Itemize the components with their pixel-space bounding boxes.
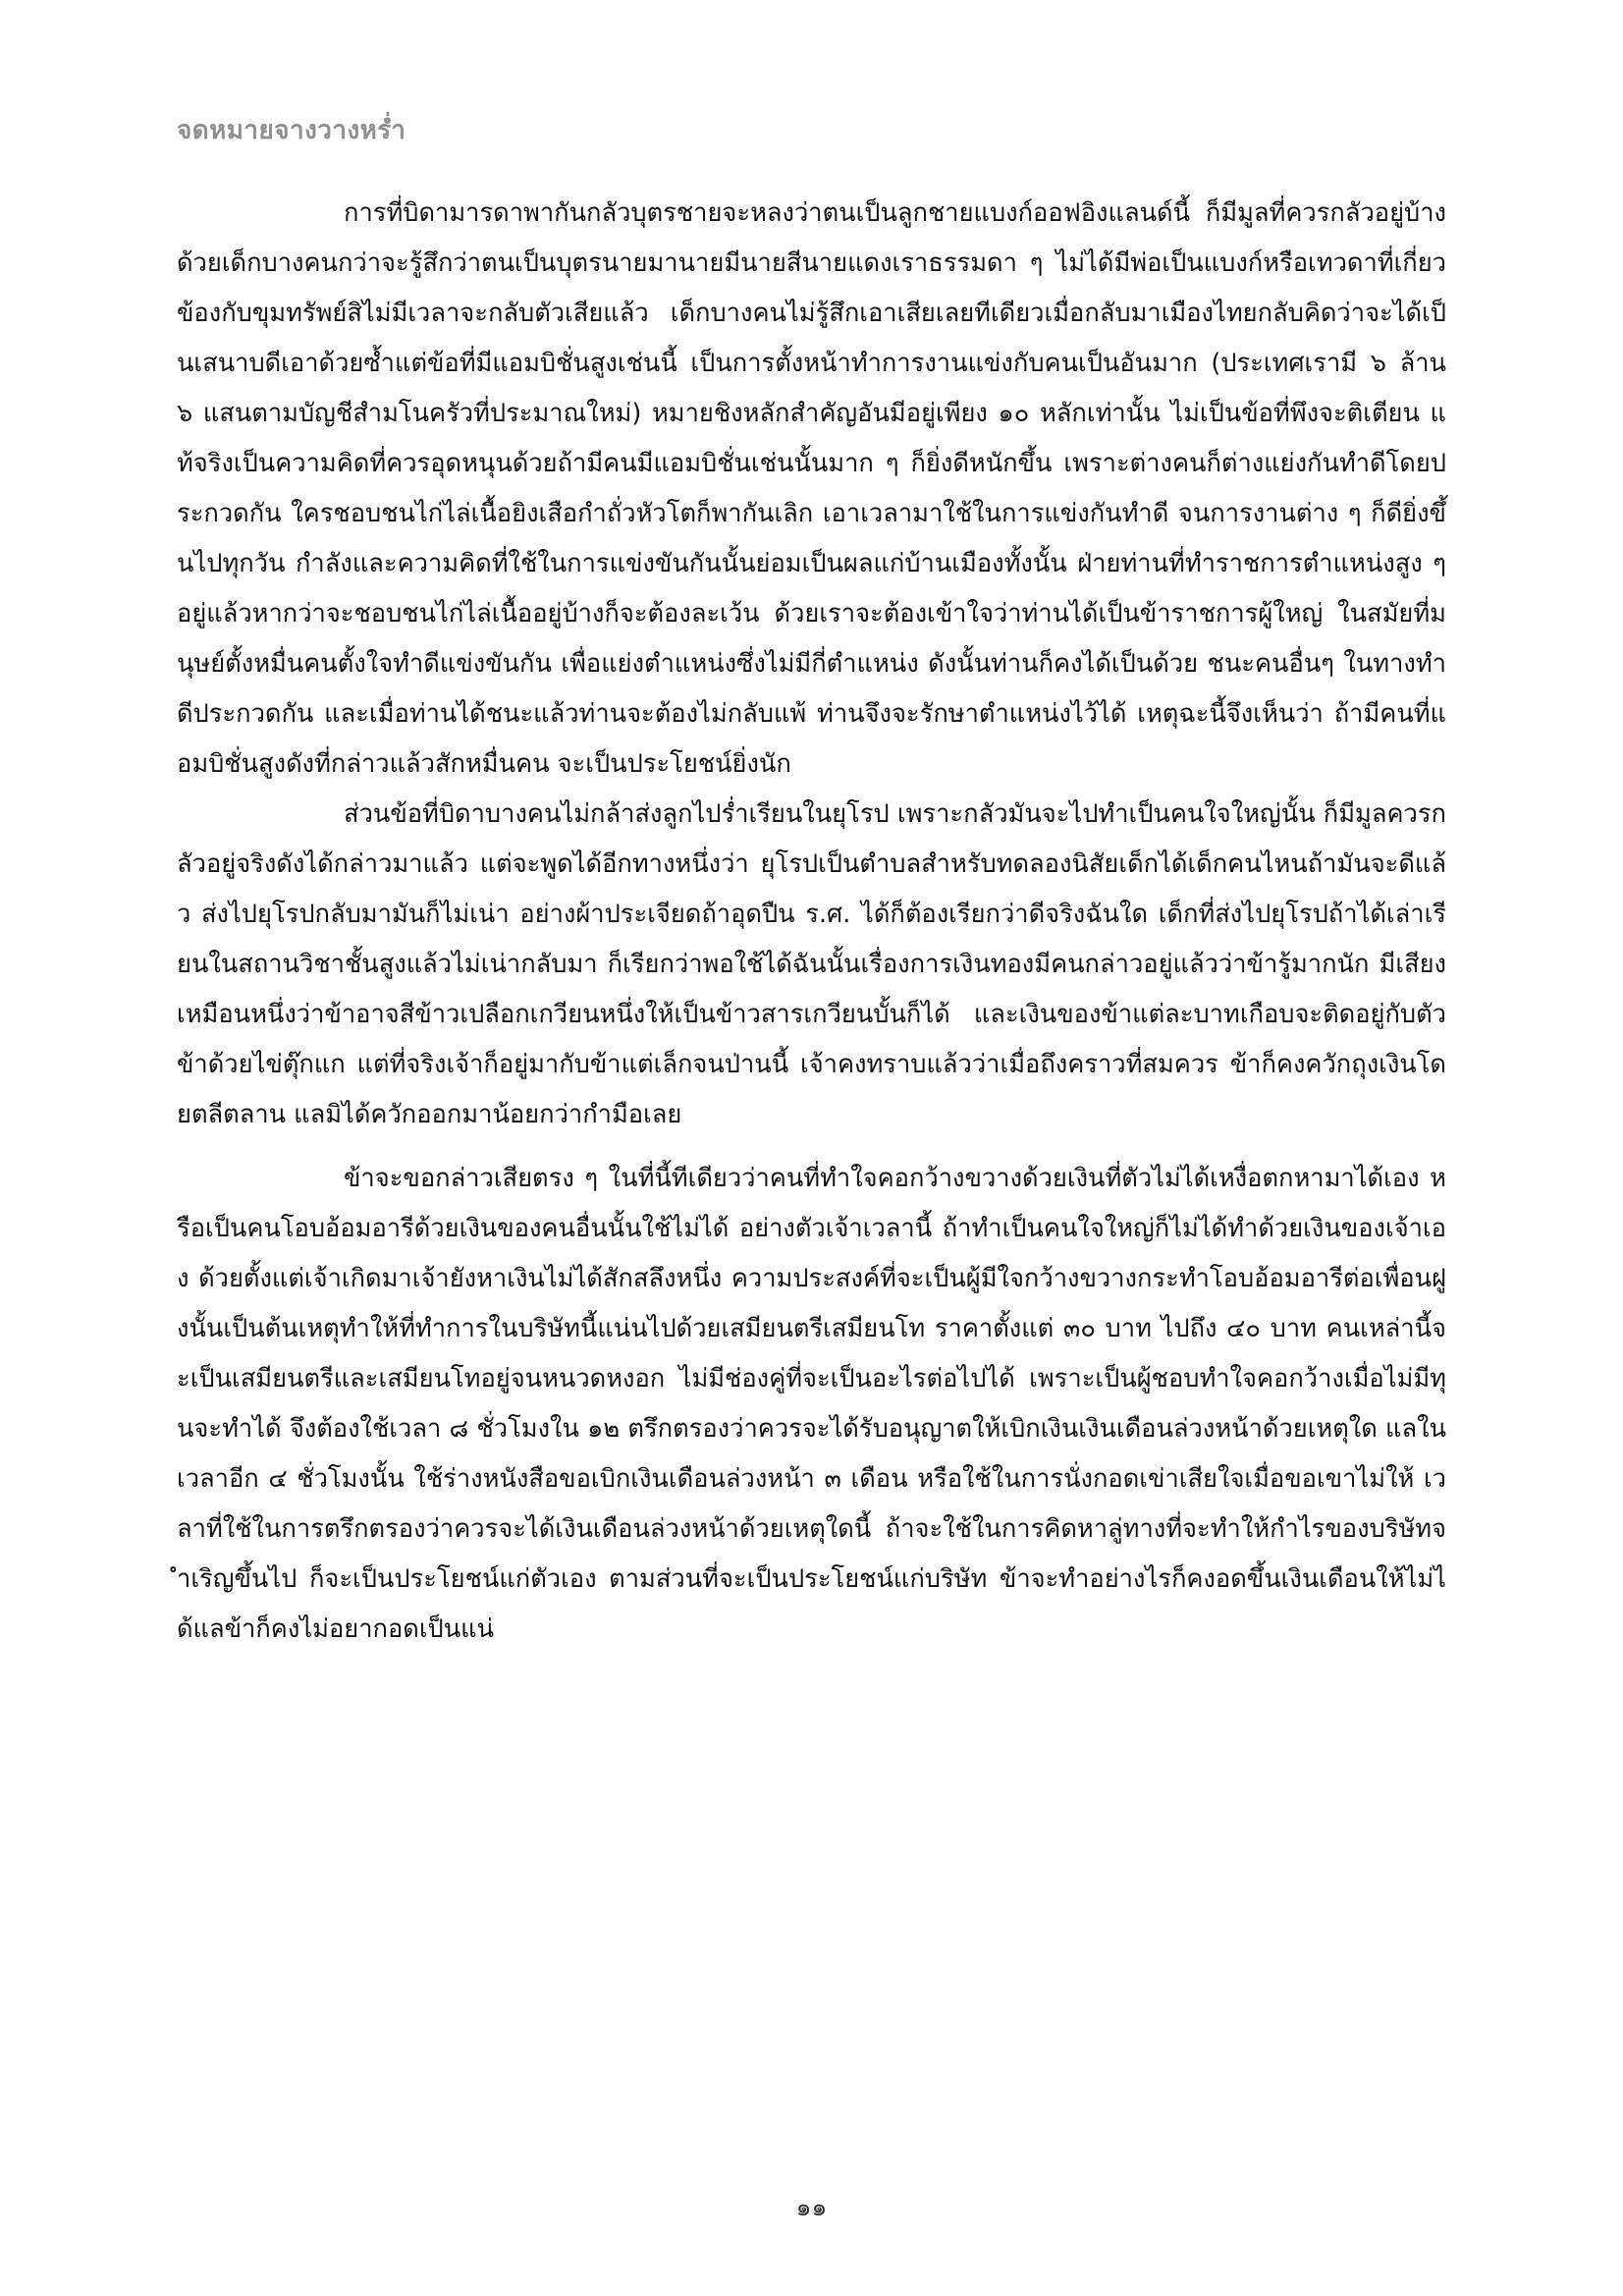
- paragraph-1: การที่บิดามารดาพากันกลัวบุตรชายจะหลงว่าตนเป็นลูกชายแบงก์ออฟอิงแลนด์นี้ ก็มีมูลที่ควรกลัวอยู่บ้าง ด้วยเด็กบางคนกว่าจะรู้สึกว่าตนเป็นบุตรนายมานายมีนายสีนายแดงเราธรรมดา ๆ ไม่ได้มีพ่อเป็นแบงก์หรือเทวดาที่เกี่ยวข้องกับขุมทรัพย์สิไม่มีเวลาจะกลับตัวเสียแล้ว เด็กบางคนไม่รู้สึกเอาเสียเลยทีเดียวเมื่อกลับมาเมืองไทยกลับคิดว่าจะได้เป็นเสนาบดีเอาด้วยซ้ำแต่ข้อที่มีแอมบิชั่นสูงเช่นนี้ เป็นการตั้งหน้าทำการงานแข่งกับคนเป็นอันมาก (ประเทศเรามี ๖ ล้าน ๖ แสนตามบัญชีสำมโนครัวที่ประมาณใหม่) หมายชิงหลักสำคัญอันมีอยู่เพียง ๑๐ หลักเท่านั้น ไม่เป็นข้อที่พึงจะติเตียน แท้จริงเป็นความคิดที่ควรอุดหนุนด้วยถ้ามีคนมีแอมบิชั่นเช่นนั้นมาก ๆ ก็ยิ่งดีหนักขึ้น เพราะต่างคนก็ต่างแย่งกันทำดีโดยประกวดกัน ใครชอบชนไก่ไล่เนื้อยิงเสือกำถั่วหัวโตก็พากันเลิก เอาเวลามาใช้ในการแข่งกันทำดี จนการงานต่าง ๆ ก็ดียิ่งขึ้นไปทุกวัน กำลังและความคิดที่ใช้ในการแข่งขันกันนั้นย่อมเป็นผลแก่บ้านเมืองทั้งนั้น ฝ่ายท่านที่ทำราชการตำแหน่งสูง ๆ อยู่แล้วหากว่าจะชอบชนไก่ไล่เนื้ออยู่บ้างก็จะต้องละเว้น ด้วยเราจะต้องเข้าใจว่าท่านได้เป็นข้าราชการผู้ใหญ่ ในสมัยที่มนุษย์ตั้งหมื่นคนตั้งใจทำดีแข่งขันกัน เพื่อแย่งตำแหน่งซึ่งไม่มีกี่ตำแหน่ง ดังนั้นท่านก็คงได้เป็นด้วย ชนะคนอื่นๆ ในทางทำดีประกวดกัน และเมื่อท่านได้ชนะแล้วท่านจะต้องไม่กลับแพ้ ท่านจึงจะรักษาตำแหน่งไว้ได้ เหตุฉะนี้จึงเห็นว่า ถ้ามีคนที่แอมบิชั่นสูงดังที่กล่าวแล้วสักหมื่นคน จะเป็นประโยชน์ยิ่งนัก: [177, 198, 1446, 779]
- running-header-title: จดหมายจางวางหร่ำ: [177, 116, 406, 145]
- page-number: ๑๑: [795, 2193, 828, 2221]
- paragraph-3: ข้าจะขอกล่าวเสียตรง ๆ ในที่นี้ทีเดียวว่าคนที่ทำใจคอกว้างขวางด้วยเงินที่ตัวไม่ได้เหงื่อตกหามาได้เอง หรือเป็นคนโอบอ้อมอารีด้วยเงินของคนอื่นนั้นใช้ไม่ได้ อย่างตัวเจ้าเวลานี้ ถ้าทำเป็นคนใจใหญ่ก็ไม่ได้ทำด้วยเงินของเจ้าเอง ด้วยตั้งแต่เจ้าเกิดมาเจ้ายังหาเงินไม่ได้สักสลึงหนึ่ง ความประสงค์ที่จะเป็นผู้มีใจกว้างขวางกระทำโอบอ้อมอารีต่อเพื่อนฝูงนั้นเป็นต้นเหตุทำให้ที่ทำการในบริษัทนี้แน่นไปด้วยเสมียนตรีเสมียนโท ราคาตั้งแต่ ๓๐ บาท ไปถึง ๔๐ บาท คนเหล่านี้จะเป็นเสมียนตรีและเสมียนโทอยู่จนหนวดหงอก ไม่มีช่องคู่ที่จะเป็นอะไรต่อไปได้ เพราะเป็นผู้ชอบทำใจคอกว้างเมื่อไม่มีทุนจะทำได้ จึงต้องใช้เวลา ๘ ชั่วโมงใน ๑๒ ตรึกตรองว่าควรจะได้รับอนุญาตให้เบิกเงินเงินเดือนล่วงหน้าด้วยเหตุใด แลในเวลาอีก ๔ ชั่วโมงนั้น ใช้ร่างหนังสือขอเบิกเงินเดือนล่วงหน้า ๓ เดือน หรือใช้ในการนั่งกอดเข่าเสียใจเมื่อขอเขาไม่ให้ เวลาที่ใช้ในการตรึกตรองว่าควรจะได้เงินเดือนล่วงหน้าด้วยเหตุใดนี้ ถ้าจะใช้ในการคิดหาลู่ทางที่จะทำให้กำไรของบริษัทจำเริญขึ้นไป ก็จะเป็นประโยชน์แก่ตัวเอง ตามส่วนที่จะเป็นประโยชน์แก่บริษัท ข้าจะทำอย่างไรก็คงอดขึ้นเงินเดือนให้ไม่ได้แลข้าก็คงไม่อยากอดเป็นแน่: [177, 1164, 1446, 1644]
- paragraph-2: ส่วนข้อที่บิดาบางคนไม่กล้าส่งลูกไปร่ำเรียนในยุโรป เพราะกลัวมันจะไปทำเป็นคนใจใหญ่นั้น ก็มีมูลควรกลัวอยู่จริงดังได้กล่าวมาแล้ว แต่จะพูดได้อีกทางหนึ่งว่า ยุโรปเป็นตำบลสำหรับทดลองนิสัยเด็กได้เด็กคนไหนถ้ามันจะดีแล้ว ส่งไปยุโรปกลับมามันก็ไม่เน่า อย่างผ้าประเจียดถ้าอุดปืน ร.ศ. ได้ก็ต้องเรียกว่าดีจริงฉันใด เด็กที่ส่งไปยุโรปถ้าได้เล่าเรียนในสถานวิชาชั้นสูงแล้วไม่เน่ากลับมา ก็เรียกว่าพอใช้ได้ฉันนั้นเรื่องการเงินทองมีคนกล่าวอยู่แล้วว่าข้ารู้มากนัก มีเสียงเหมือนหนึ่งว่าข้าอาจสีข้าวเปลือกเกวียนหนึ่งให้เป็นข้าวสารเกวียนบั้นก็ได้ และเงินของข้าแต่ละบาทเกือบจะติดอยู่กับตัวข้าด้วยไข่ตุ๊กแก แต่ที่จริงเจ้าก็อยู่มากับข้าแต่เล็กจนป่านนี้ เจ้าคงทราบแล้วว่าเมื่อถึงคราวที่สมควร ข้าก็คงควักถุงเงินโดยตลีตลาน แลมิได้ควักออกมาน้อยกว่ากำมือเลย: [177, 799, 1446, 1129]
- body-text: [177, 189, 1446, 1655]
